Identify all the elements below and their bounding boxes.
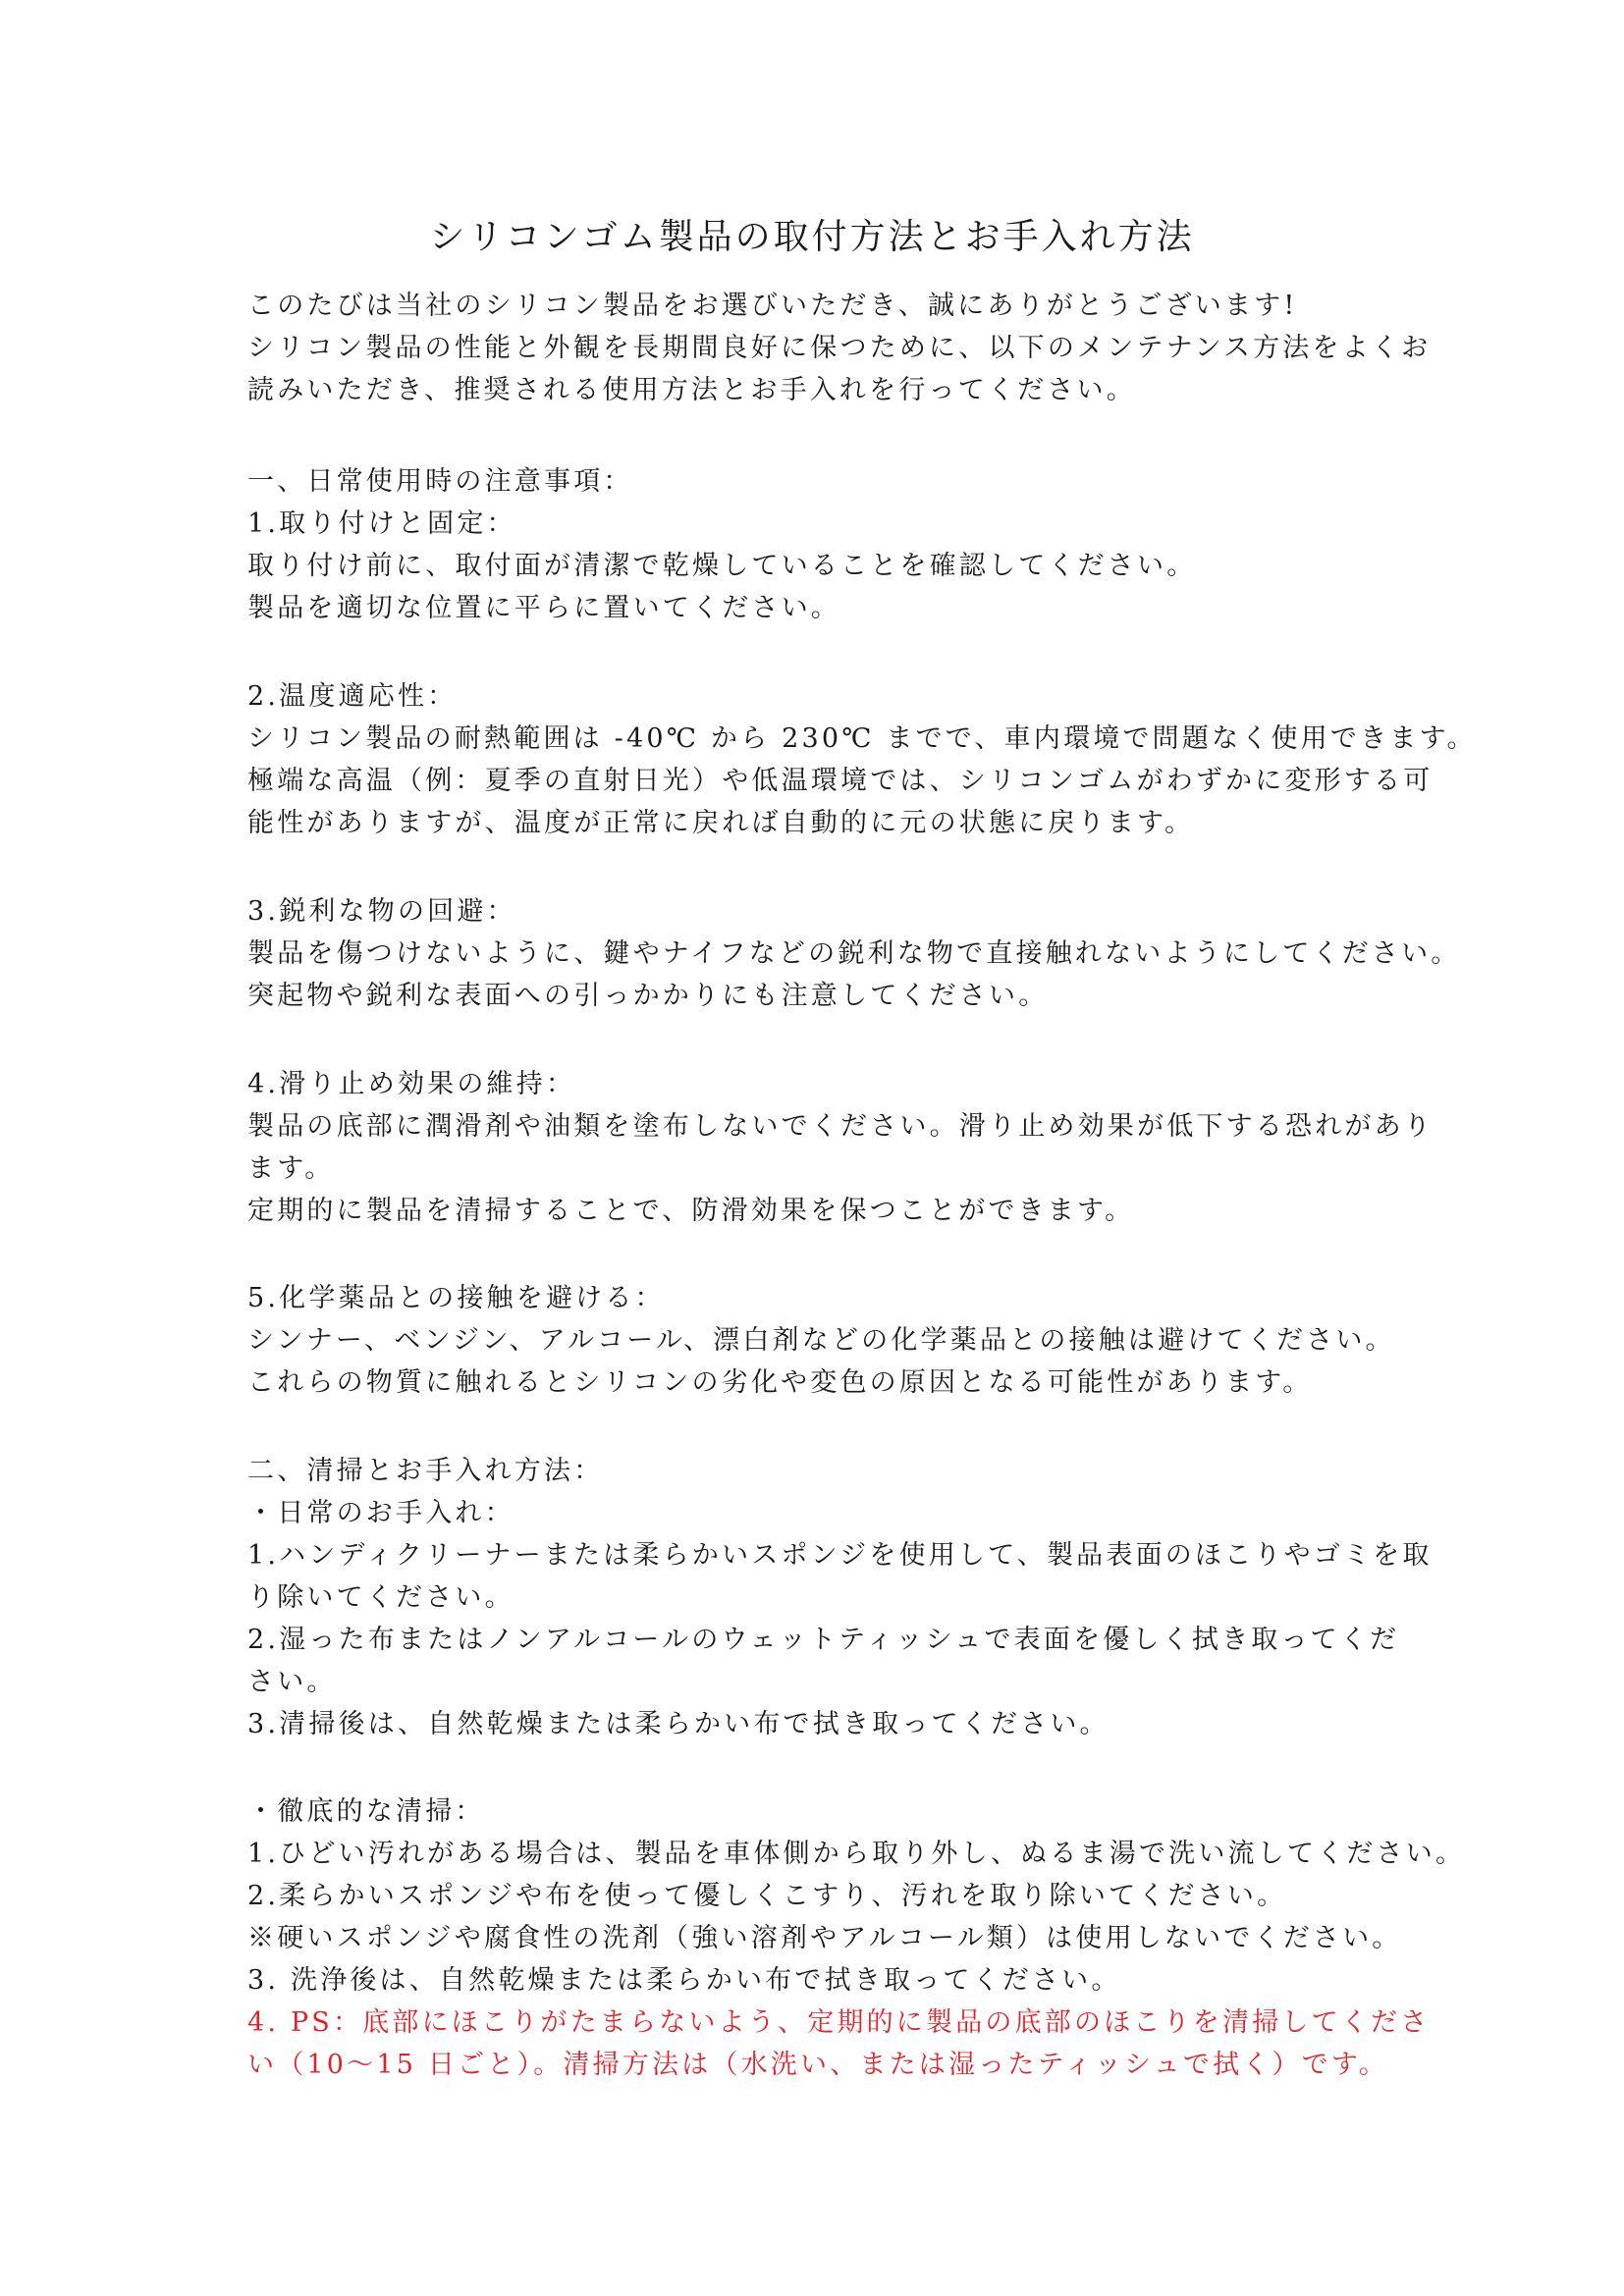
daily-care-line-5: 3.清掃後は、自然乾燥または柔らかい布で拭き取ってください。 <box>247 1709 1110 1739</box>
intro-line-3: 読みいただき、推奨される使用方法とお手入れを行ってください。 <box>247 375 1136 405</box>
ps-note-line-1: 4. PS：底部にほこりがたまらないよう、定期的に製品の底部のほこりを清掃してくださ <box>247 2007 1431 2038</box>
item-1-line-1: 取り付け前に、取付面が清潔で乾燥していることを確認してください。 <box>247 551 1197 581</box>
intro-line-1: このたびは当社のシリコン製品をお選びいただき、誠にありがとうございます! <box>247 291 1298 321</box>
item-3-line-1: 製品を傷つけないように、鍵やナイフなどの鋭利な物で直接触れないようにしてください。 <box>247 938 1461 969</box>
item-3-line-2: 突起物や鋭利な表面への引っかかりにも注意してください。 <box>247 981 1049 1011</box>
deep-clean-heading: ・徹底的な清掃： <box>247 1796 485 1827</box>
deep-clean-line-2: 2.柔らかいスポンジや布を使って優しくこすり、汚れを取り除いてください。 <box>247 1881 1287 1911</box>
daily-care-line-1: 1.ハンディクリーナーまたは柔らかいスポンジを使用して、製品表面のほこりやゴミを取 <box>247 1540 1433 1571</box>
item-4-line-1: 製品の底部に潤滑剤や油類を塗布しないでください。滑り止め効果が低下する恐れがあり <box>247 1111 1434 1142</box>
ps-note-line-2: い（10〜15 日ごと）。清掃方法は（水洗い、または湿ったティッシュで拭く）です。 <box>247 2050 1389 2080</box>
daily-care-line-2: り除いてください。 <box>247 1582 514 1613</box>
deep-clean-line-4: 3. 洗浄後は、自然乾燥または柔らかい布で拭き取ってください。 <box>247 1965 1121 1996</box>
item-2-line-3: 能性がありますが、温度が正常に戻れば自動的に元の状態に戻ります。 <box>247 808 1195 838</box>
section-2-heading: 二、清掃とお手入れ方法： <box>247 1456 604 1486</box>
deep-clean-line-3: ※硬いスポンジや腐食性の洗剤（強い溶剤やアルコール類）は使用しないでください。 <box>247 1923 1402 1953</box>
item-5-line-2: これらの物質に触れるとシリコンの劣化や変色の原因となる可能性があります。 <box>247 1367 1313 1398</box>
deep-clean-line-1: 1.ひどい汚れがある場合は、製品を車体側から取り外し、ぬるま湯で洗い流してください。 <box>247 1839 1466 1869</box>
daily-care-line-3: 2.湿った布またはノンアルコールのウェットティッシュで表面を優しく拭き取ってくだ <box>247 1625 1400 1655</box>
item-5-heading: 5.化学薬品との接触を避ける： <box>247 1283 665 1313</box>
item-4-line-3: 定期的に製品を清掃することで、防滑効果を保つことができます。 <box>247 1196 1135 1226</box>
daily-care-line-4: さい。 <box>247 1667 337 1697</box>
item-5-line-1: シンナー、ベンジン、アルコール、漂白剤などの化学薬品との接触は避けてください。 <box>247 1325 1395 1356</box>
item-3-heading: 3.鋭利な物の回避： <box>247 896 516 927</box>
item-1-line-2: 製品を適切な位置に平らに置いてください。 <box>247 593 840 623</box>
intro-line-2: シリコン製品の性能と外観を長期間良好に保つために、以下のメンテナンス方法をよくお <box>247 333 1432 363</box>
item-4-heading: 4.滑り止め効果の維持： <box>247 1069 576 1099</box>
item-1-heading: 1.取り付けと固定： <box>247 508 516 539</box>
item-4-line-2: ます。 <box>247 1153 335 1184</box>
item-2-heading: 2.温度適応性： <box>247 681 458 712</box>
daily-care-heading: ・日常のお手入れ： <box>247 1498 514 1528</box>
item-2-line-2: 極端な高温（例：夏季の直射日光）や低温環境では、シリコンゴムがわずかに変形する可 <box>247 766 1434 796</box>
document-title: シリコンゴム製品の取付方法とお手入れ方法 <box>429 217 1195 257</box>
item-2-line-1: シリコン製品の耐熱範囲は -40℃ から 230℃ までで、車内環境で問題なく使用できます。 <box>247 723 1477 754</box>
section-1-heading: 一、日常使用時の注意事項： <box>247 466 633 497</box>
